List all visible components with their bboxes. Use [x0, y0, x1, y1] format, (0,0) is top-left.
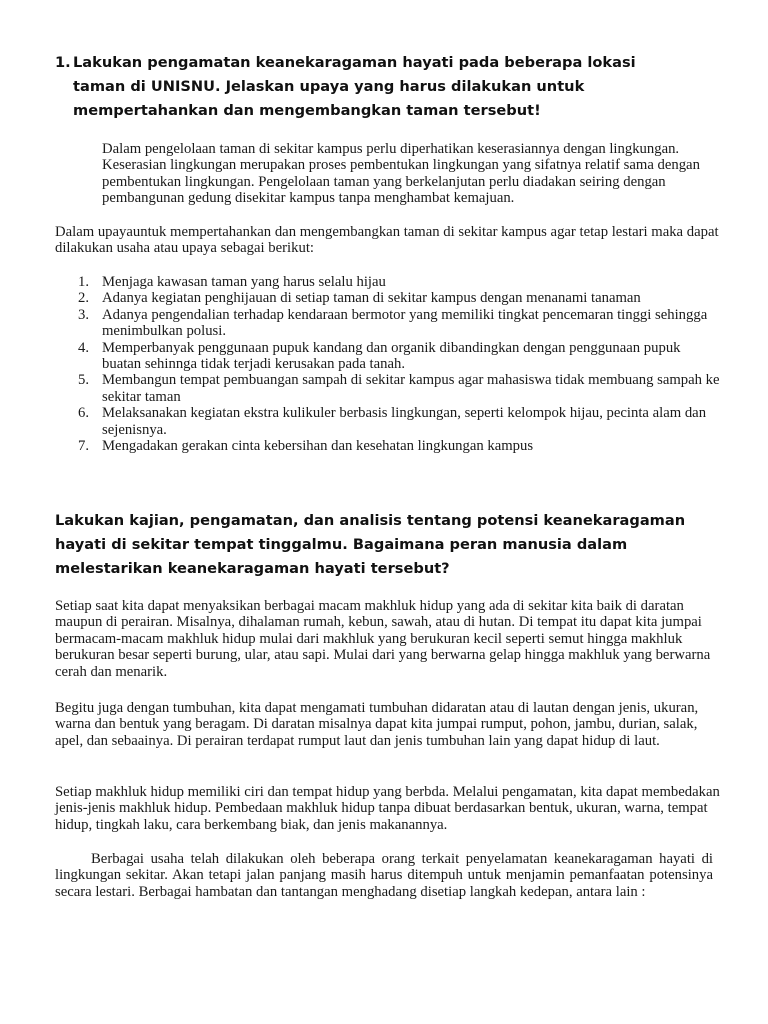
- list-item-text: Adanya kegiatan penghijauan di setiap taman di sekitar kampus dengan menanami tanaman: [102, 290, 641, 307]
- question-1-text: Lakukan pengamatan keanekaragaman hayati pada beberapa lokasi taman di UNISNU. Jelaskan upaya yang harus dilakukan untuk mempertahankan dan mengembangkan taman tersebut!: [73, 54, 636, 119]
- list-item-number: 3.: [78, 306, 90, 323]
- list-item: [55, 340, 723, 373]
- question-2-heading: [55, 509, 735, 581]
- answer-paragraph-3: Setiap makhluk hidup memiliki ciri dan tempat hidup yang berbda. Melalui pengamatan, kita dapat membedakan jenis-jenis makhluk hidup. Pembedaan makhluk hidup tanpa dibuat berdasarkan bentuk, ukuran, warna, tempat hidup, tingkah laku, cara berkembang biak, dan jenis makanannya.: [55, 784, 720, 833]
- list-item-number: 5.: [78, 372, 90, 389]
- list-item-number: 4.: [78, 339, 90, 356]
- list-item-number: 2.: [78, 290, 90, 307]
- answer-paragraph-4: Berbagai usaha telah dilakukan oleh beberapa orang terkait penyelamatan keanekaragaman hayati di lingkungan sekitar. Akan tetapi jalan panjang masih harus ditempuh untuk menjamin pemanfaatan potensinya secara lestari. Berbagai hambatan dan tantangan menghadang disetiap langkah kedepan, antara lain :: [55, 851, 713, 900]
- list-item: [55, 274, 723, 290]
- question-1-number: 1.: [55, 54, 71, 71]
- answer-paragraph-1: Setiap saat kita dapat menyaksikan berbagai macam makhluk hidup yang ada di sekitar kita baik di daratan maupun di perairan. Misalnya, dihalaman rumah, kebun, sawah, atau di hutan. Di tempat itu dapat kita jumpai bermacam-macam makhluk hidup mulai dari makhluk yang berukuran kecil seperti semut hingga makhluk berukuran besar seperti burung, ular, atau sapi. Mulai dari yang berwarna gelap hingga makhluk yang berwarna cerah dan menarik.: [55, 598, 711, 680]
- list-item: [55, 307, 723, 340]
- list-item: [55, 290, 723, 306]
- question-1-heading: [55, 51, 675, 123]
- upaya-paragraph: Dalam upayauntuk mempertahankan dan mengembangkan taman di sekitar kampus agar tetap lestari maka dapat dilakukan usaha atau upaya sebagai berikut:: [55, 224, 719, 257]
- list-item-text: Adanya pengendalian terhadap kendaraan bermotor yang memiliki tingkat pencemaran tinggi sehingga menimbulkan polusi.: [102, 306, 708, 340]
- question-2-text: Lakukan kajian, pengamatan, dan analisis tentang potensi keanekaragaman hayati di sekitar tempat tinggalmu. Bagaimana peran manusia dalam melestarikan keanekaragaman hayati tersebut?: [55, 512, 686, 577]
- list-item-number: 7.: [78, 438, 90, 455]
- list-item-number: 1.: [78, 274, 90, 290]
- upaya-list: [55, 274, 723, 454]
- list-item-number: 6.: [78, 405, 90, 422]
- list-item-text: Melaksanakan kegiatan ekstra kulikuler berbasis lingkungan, seperti kelompok hijau, pecinta alam dan sejenisnya.: [102, 405, 707, 438]
- list-item: [55, 438, 723, 454]
- list-item-text: Membangun tempat pembuangan sampah di sekitar kampus agar mahasiswa tidak membuang sampah ke sekitar taman: [102, 372, 720, 405]
- list-item: [55, 405, 723, 438]
- answer-paragraph-2: Begitu juga dengan tumbuhan, kita dapat mengamati tumbuhan didaratan atau di lautan dengan jenis, ukuran, warna dan bentuk yang beragam. Di daratan misalnya dapat kita jumpai rumput, pohon, jambu, durian, salak, apel, dan sebaainya. Di perairan terdapat rumput laut dan jenis tumbuhan lain yang dapat hidup di laut.: [55, 700, 699, 749]
- list-item-text: Memperbanyak penggunaan pupuk kandang dan organik dibandingkan dengan penggunaan pupuk buatan sehinnga tidak terjadi kerusakan pada tanah.: [102, 339, 681, 373]
- list-item-text: Menjaga kawasan taman yang harus selalu hijau: [102, 274, 386, 290]
- intro-paragraph: Dalam pengelolaan taman di sekitar kampus perlu diperhatikan keserasiannya dengan lingkungan. Keserasian lingkungan merupakan proses pembentukan lingkungan yang sifatnya relatif sama dengan pembentukan lingkungan. Pengelolaan taman yang berkelanjutan perlu diadakan seiring dengan pembangunan gedung disekitar kampus tanpa menghambat kemajuan.: [102, 141, 700, 207]
- list-item: [55, 372, 723, 405]
- list-item-text: Mengadakan gerakan cinta kebersihan dan kesehatan lingkungan kampus: [102, 438, 534, 455]
